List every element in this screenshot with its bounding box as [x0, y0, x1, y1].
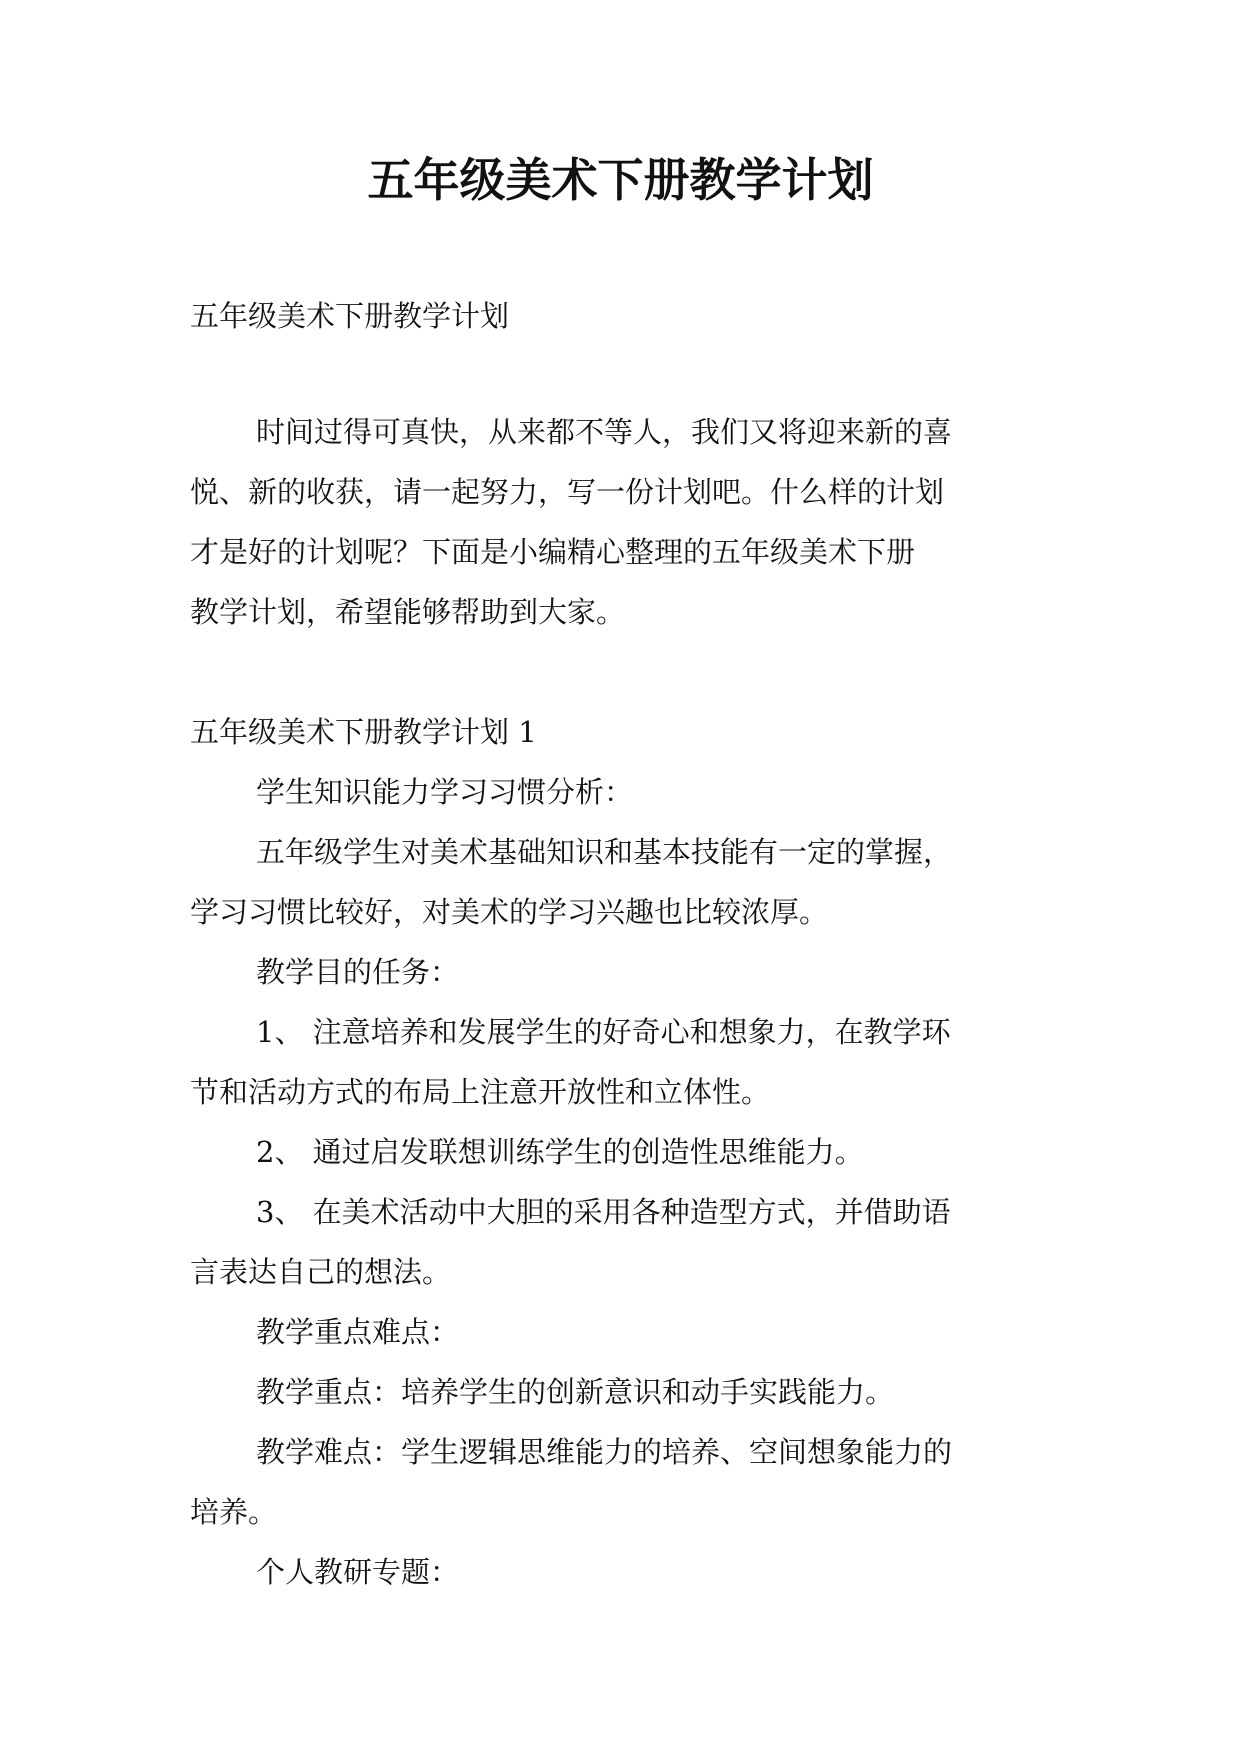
subtitle: 五年级美术下册教学计划	[190, 299, 510, 333]
text-line: 培养。	[190, 1495, 278, 1529]
text-line: 悦、新的收获，请一起努力，写一份计划吧。什么样的计划	[190, 475, 945, 509]
text-line: 3、 在美术活动中大胆的采用各种造型方式，并借助语	[256, 1195, 951, 1229]
text-line: 五年级学生对美术基础知识和基本技能有一定的掌握，	[256, 835, 953, 869]
text-line: 节和活动方式的布局上注意开放性和立体性。	[190, 1075, 771, 1109]
text-line: 教学计划，希望能够帮助到大家。	[190, 595, 626, 629]
text-line: 1、 注意培养和发展学生的好奇心和想象力，在教学环	[256, 1015, 951, 1049]
text-line: 言表达自己的想法。	[190, 1255, 452, 1289]
text-line: 2、 通过启发联想训练学生的创造性思维能力。	[256, 1135, 864, 1169]
text-line: 时间过得可真快，从来都不等人，我们又将迎来新的喜	[256, 415, 953, 449]
text-line: 教学重点难点：	[256, 1315, 460, 1349]
text-line: 才是好的计划呢？下面是小编精心整理的五年级美术下册	[190, 535, 916, 569]
text-line: 学习习惯比较好，对美术的学习兴趣也比较浓厚。	[190, 895, 829, 929]
text-line: 学生知识能力学习习惯分析：	[256, 775, 634, 809]
text-line: 教学难点：学生逻辑思维能力的培养、空间想象能力的	[256, 1435, 953, 1469]
document-title: 五年级美术下册教学计划	[367, 153, 874, 207]
text-line: 教学目的任务：	[256, 955, 460, 989]
text-line: 教学重点：培养学生的创新意识和动手实践能力。	[256, 1375, 895, 1409]
section-heading: 五年级美术下册教学计划 1	[190, 715, 537, 749]
text-line: 个人教研专题：	[256, 1555, 460, 1589]
